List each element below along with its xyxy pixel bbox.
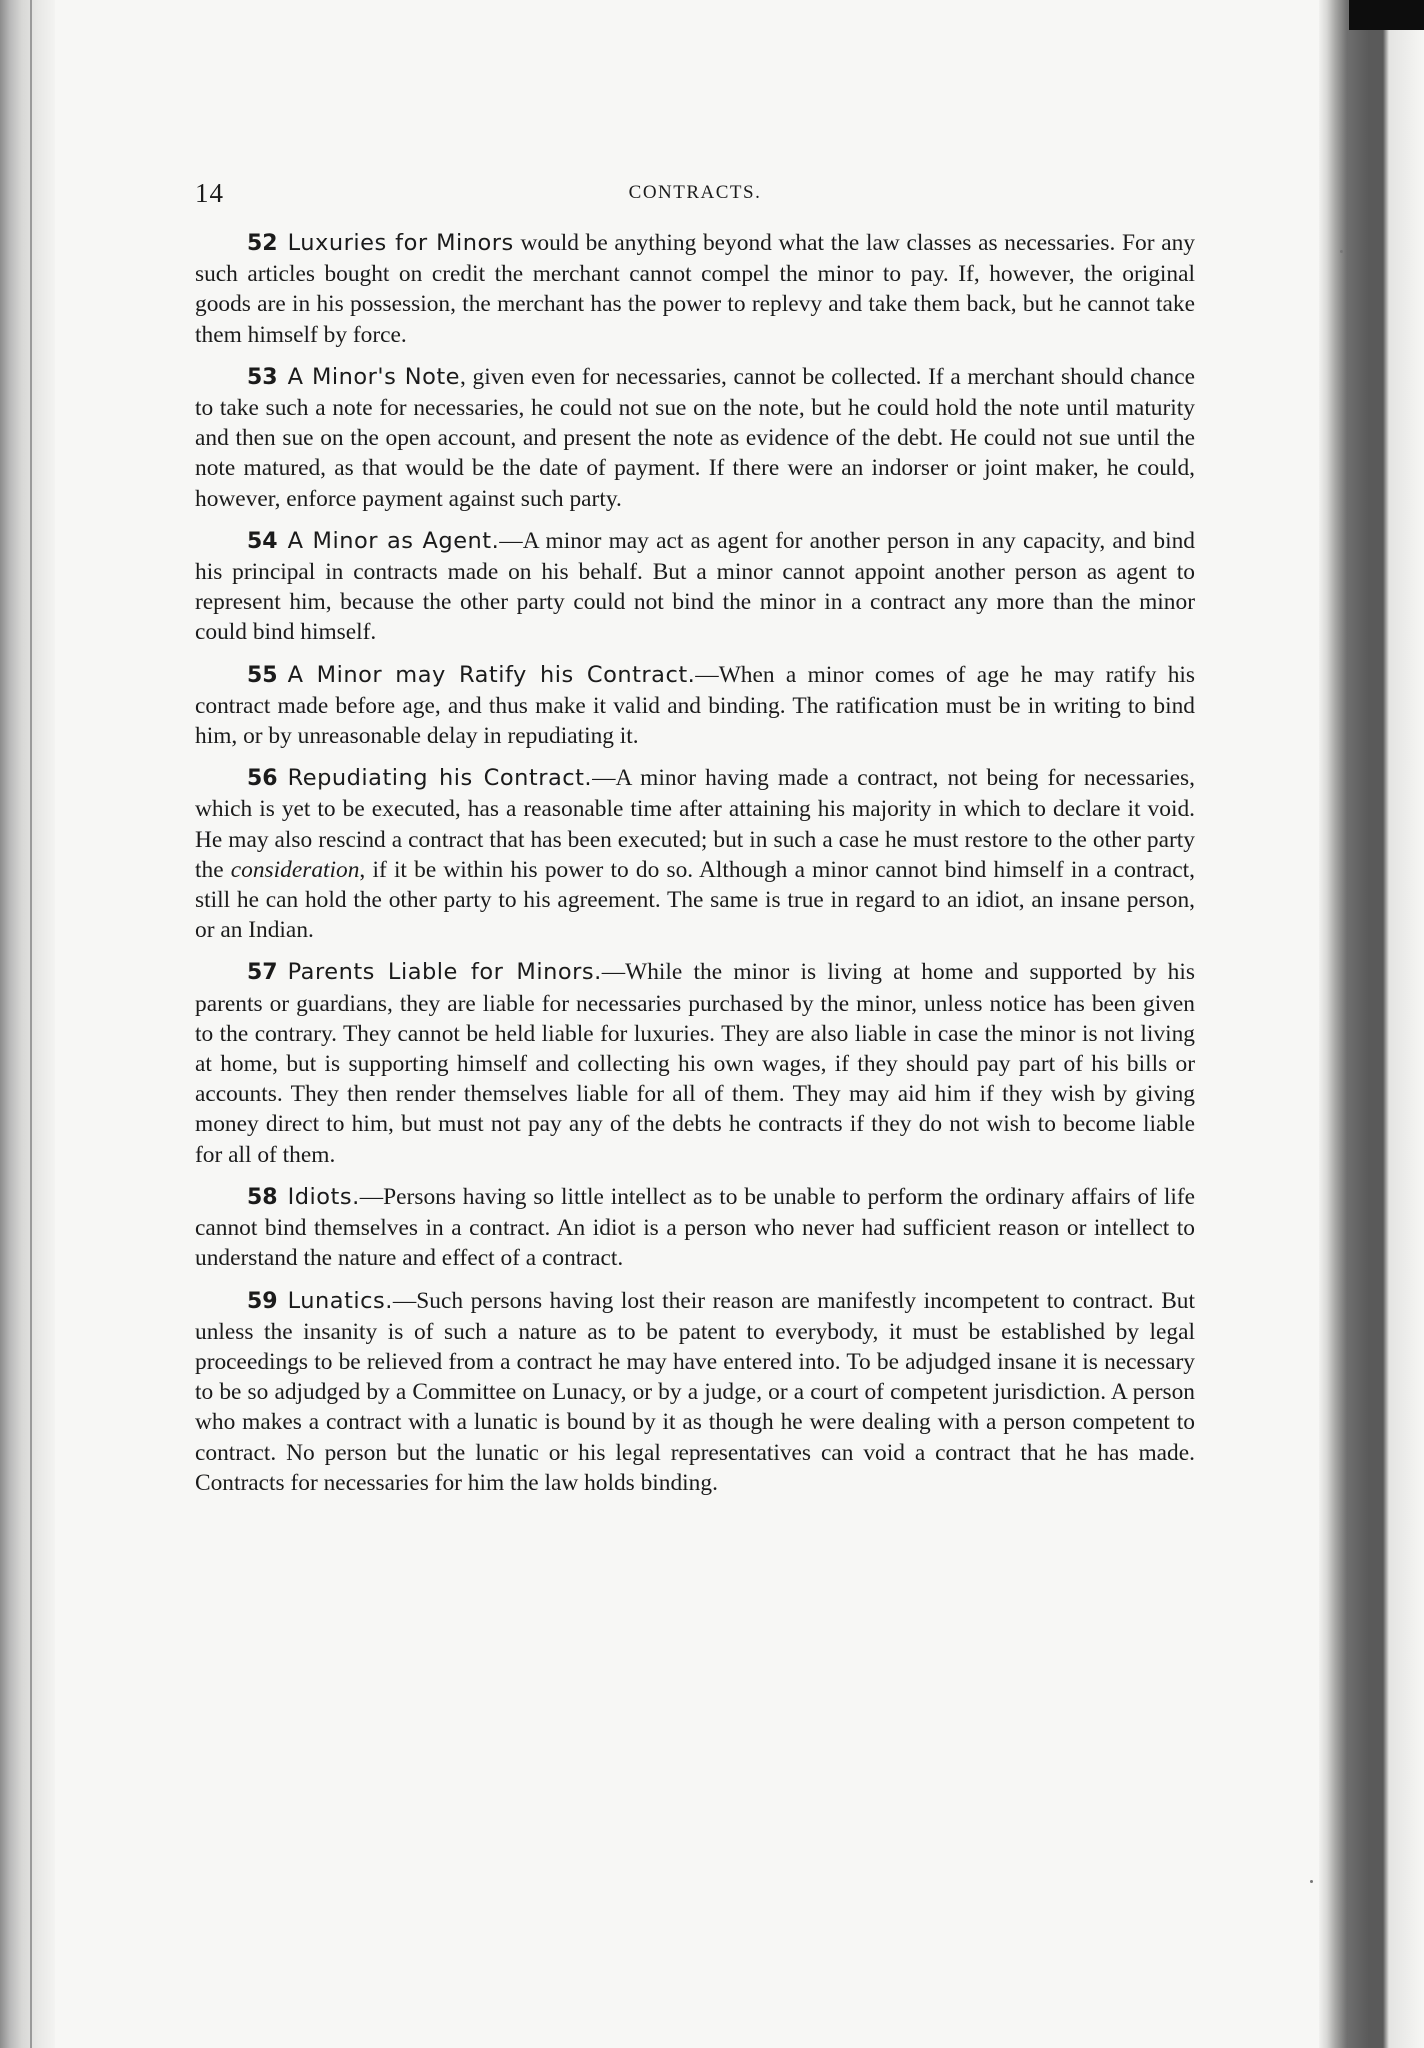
section-55 bbox=[195, 660, 1195, 752]
page-number: 14 bbox=[195, 178, 224, 208]
section-heading: Idiots. bbox=[287, 1183, 360, 1210]
page-right-edge bbox=[1319, 0, 1424, 2048]
section-56 bbox=[195, 763, 1195, 945]
section-number: 55 bbox=[247, 662, 278, 688]
section-number: 58 bbox=[247, 1184, 278, 1210]
page-corner-shadow bbox=[1349, 0, 1424, 30]
section-text: —Persons having so little intellect as to be unable to perform the ordinary affairs of life cannot bind themselves in a contract. An idiot is a person who never had sufficient reason or intellect to understand the nature and effect of a contract. bbox=[195, 1183, 1195, 1272]
section-text-continued: , if it be within his power to do so. Although a minor cannot bind himself in a contract, still he can hold the other party to his agreement. The same is true in regard to an idiot, an insane person, or an Indian. bbox=[195, 856, 1195, 944]
section-number: 59 bbox=[247, 1288, 278, 1314]
section-heading: A Minor may Ratify his Contract. bbox=[287, 661, 696, 688]
section-text: —While the minor is living at home and supported by his parents or guardians, they are liable for necessaries purchased by the minor, unless notice has been given to the contrary. They cannot be held liable for luxuries. They are also liable in case the minor is not living at home, but is supporting himself and collecting his own wages, if they should pay part of his bills or accounts. They then render themselves liable for all of them. They may aid him if they wish by giving money direct to him, but must not pay any of the debts he contracts if they do not wish to become liable for all of them. bbox=[195, 959, 1195, 1168]
section-heading: Parents Liable for Minors. bbox=[287, 959, 602, 986]
section-text: —A minor may act as agent for another person in any capacity, and bind his principal in contracts made on his behalf. But a minor cannot appoint another person as agent to represent him, because the other party could not bind the minor in a contract any more than the minor could bind himself. bbox=[195, 527, 1195, 646]
section-number: 53 bbox=[247, 364, 278, 390]
section-heading: A Minor's Note bbox=[287, 363, 461, 390]
section-number: 54 bbox=[247, 528, 278, 554]
section-heading: Luxuries for Minors bbox=[287, 230, 514, 256]
section-heading: A Minor as Agent. bbox=[287, 527, 500, 554]
section-heading: Repudiating his Contract. bbox=[287, 765, 593, 792]
page-content bbox=[195, 170, 1195, 1510]
section-59 bbox=[195, 1286, 1195, 1498]
section-number: 57 bbox=[247, 960, 278, 986]
section-52 bbox=[195, 228, 1195, 350]
paper-speck bbox=[1340, 250, 1343, 253]
section-57 bbox=[195, 957, 1195, 1169]
section-text: —When a minor comes of age he may ratify his contract made before age, and thus make it valid and binding. The ratification must be in writing to bind him, or by unreasonable delay in repudiating it. bbox=[195, 661, 1195, 750]
section-58 bbox=[195, 1182, 1195, 1274]
section-53 bbox=[195, 362, 1195, 514]
section-54 bbox=[195, 526, 1195, 648]
binding-fold-line bbox=[30, 0, 32, 2048]
section-text: —Such persons having lost their reason are manifestly incompetent to contract. But unless the insanity is of such a nature as to be patent to everybody, it must be established by legal proceedings to be relieved from a contract he may have entered into. To be adjudged insane it is necessary to be so adjudged by a Committee on Lunacy, or by a judge, or a court of competent jurisdiction. A person who makes a contract with a lunatic is bound by it as though he were dealing with a person competent to contract. No person but the lunatic or his legal representatives can void a contract that he has made. Contracts for necessaries for him the law holds binding. bbox=[195, 1287, 1195, 1496]
section-number: 52 bbox=[247, 231, 278, 256]
section-number: 56 bbox=[247, 766, 278, 792]
running-head bbox=[195, 170, 1195, 210]
section-text: , given even for necessaries, cannot be collected. If a merchant should chance to take such a note for necessaries, he could not sue on the note, but he could hold the note until maturity and then sue on the open account, and present the note as evidence of the debt. He could not sue until the note matured, as that would be the date of payment. If there were an indorser or joint maker, he could, however, enforce payment against such party. bbox=[195, 363, 1195, 512]
running-head-title: CONTRACTS. bbox=[628, 182, 762, 203]
page-binding-shadow bbox=[0, 0, 55, 2048]
section-text: would be anything beyond what the law classes as necessaries. For any such articles bought on credit the merchant cannot compel the minor to pay. If, however, the original goods are in his possession, the merchant has the power to replevy and take them back, but he cannot take them himself by force. bbox=[195, 230, 1195, 348]
section-text: —A minor having made a contract, not being for necessaries, which is yet to be executed, has a reasonable time after attaining his majority in which to declare it void. He may also rescind a contract that has been executed; but in such a case he must restore to the other party the bbox=[195, 765, 1195, 883]
italic-term: consideration bbox=[230, 856, 360, 883]
paper-speck bbox=[1310, 1880, 1313, 1883]
section-heading: Lunatics. bbox=[287, 1287, 393, 1314]
